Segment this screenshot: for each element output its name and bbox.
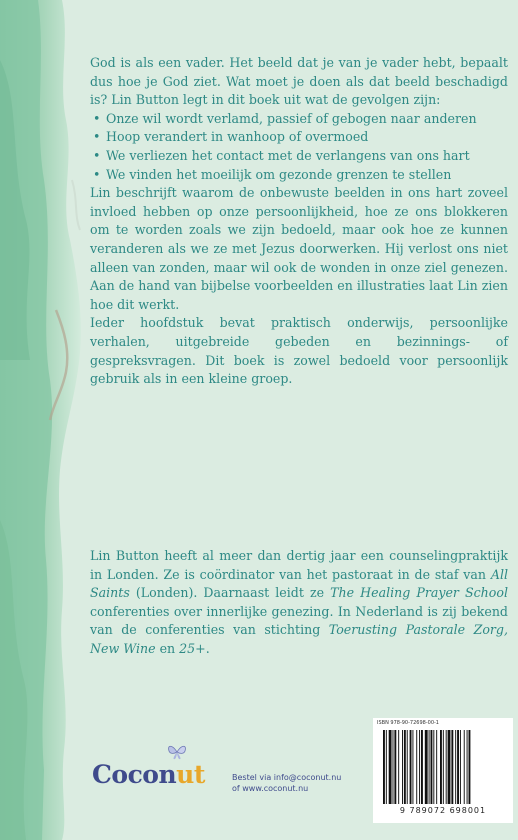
barcode-icon (381, 730, 505, 806)
blurb-body: Lin beschrijft waarom de onbewuste beelden in ons hart zoveel invloed hebben op onze persoonlijkheid, hoe ze ons blokkeren om te worden zoals we zijn bedoeld, maar ook hoe ze kunnen veranderen als we ze met Jezus doorwerken. Hij verlost ons niet alleen van zonden, maar wil ook de wonden in onze ziel genezen. Aan de hand van bijbelse voorbeelden en illustraties laat Lin zien hoe dit werkt. (90, 185, 508, 312)
bio-text: en (155, 640, 180, 656)
list-item: • We verliezen het contact met de verlangens van ons hart (90, 147, 508, 166)
list-item: • Hoop verandert in wanhoop of overmoed (90, 128, 508, 147)
author-bio-paragraph (90, 547, 508, 659)
bio-organizations: Toerusting Pastorale Zorg, New Wine (90, 622, 508, 656)
order-info (232, 772, 341, 794)
blurb-closing: Ieder hoofdstuk bevat praktisch onderwijs, persoonlijke verhalen, uitgebreide gebeden en bezinnings- of gespreksvragen. Dit boek is zowel bedoeld voor persoonlijk gebruik als in een kleine groep. (90, 315, 508, 387)
barcode-digits: 9 789072 698001 (399, 806, 487, 815)
blurb-intro: God is als een vader. Het beeld dat je van je vader hebt, bepaalt dus hoe je God ziet. Wat moet je doen als dat beeld beschadigd is? Lin Button legt in dit boek uit wat de gevolgen zijn: (90, 55, 508, 108)
author-bio (90, 547, 508, 659)
bio-text: Lin Button heeft al meer dan dertig jaar een counselingpraktijk in Londen. Ze is coördinator van het pastoraat in de staf van (90, 548, 508, 582)
publisher-name: Coconut (92, 760, 205, 789)
list-item: • We vinden het moeilijk om gezonde grenzen te stellen (90, 166, 508, 185)
bio-church-name: All Saints (90, 566, 508, 601)
list-item: • Onze wil wordt verlamd, passief of gebogen naar anderen (90, 110, 508, 129)
back-cover-blurb (90, 54, 508, 389)
order-email: Bestel via info@coconut.nu (232, 773, 342, 782)
butterfly-icon (166, 742, 188, 762)
isbn-label: ISBN 978-90-72698-00-1 (377, 720, 439, 726)
barcode-panel (373, 718, 513, 823)
order-website: of www.coconut.nu (232, 784, 309, 793)
consequences-list (90, 110, 508, 184)
bio-text: conferenties over innerlijke genezing. In Nederland is zij bekend van de conferenties van stichting (90, 603, 508, 638)
bio-school-name: The Healing Prayer School (330, 585, 508, 601)
bio-text: (Londen). Daarnaast leidt ze (129, 585, 331, 601)
bio-conference-name: 25+ (179, 640, 206, 656)
publisher-logo (92, 742, 222, 802)
bio-text: . (205, 640, 210, 656)
